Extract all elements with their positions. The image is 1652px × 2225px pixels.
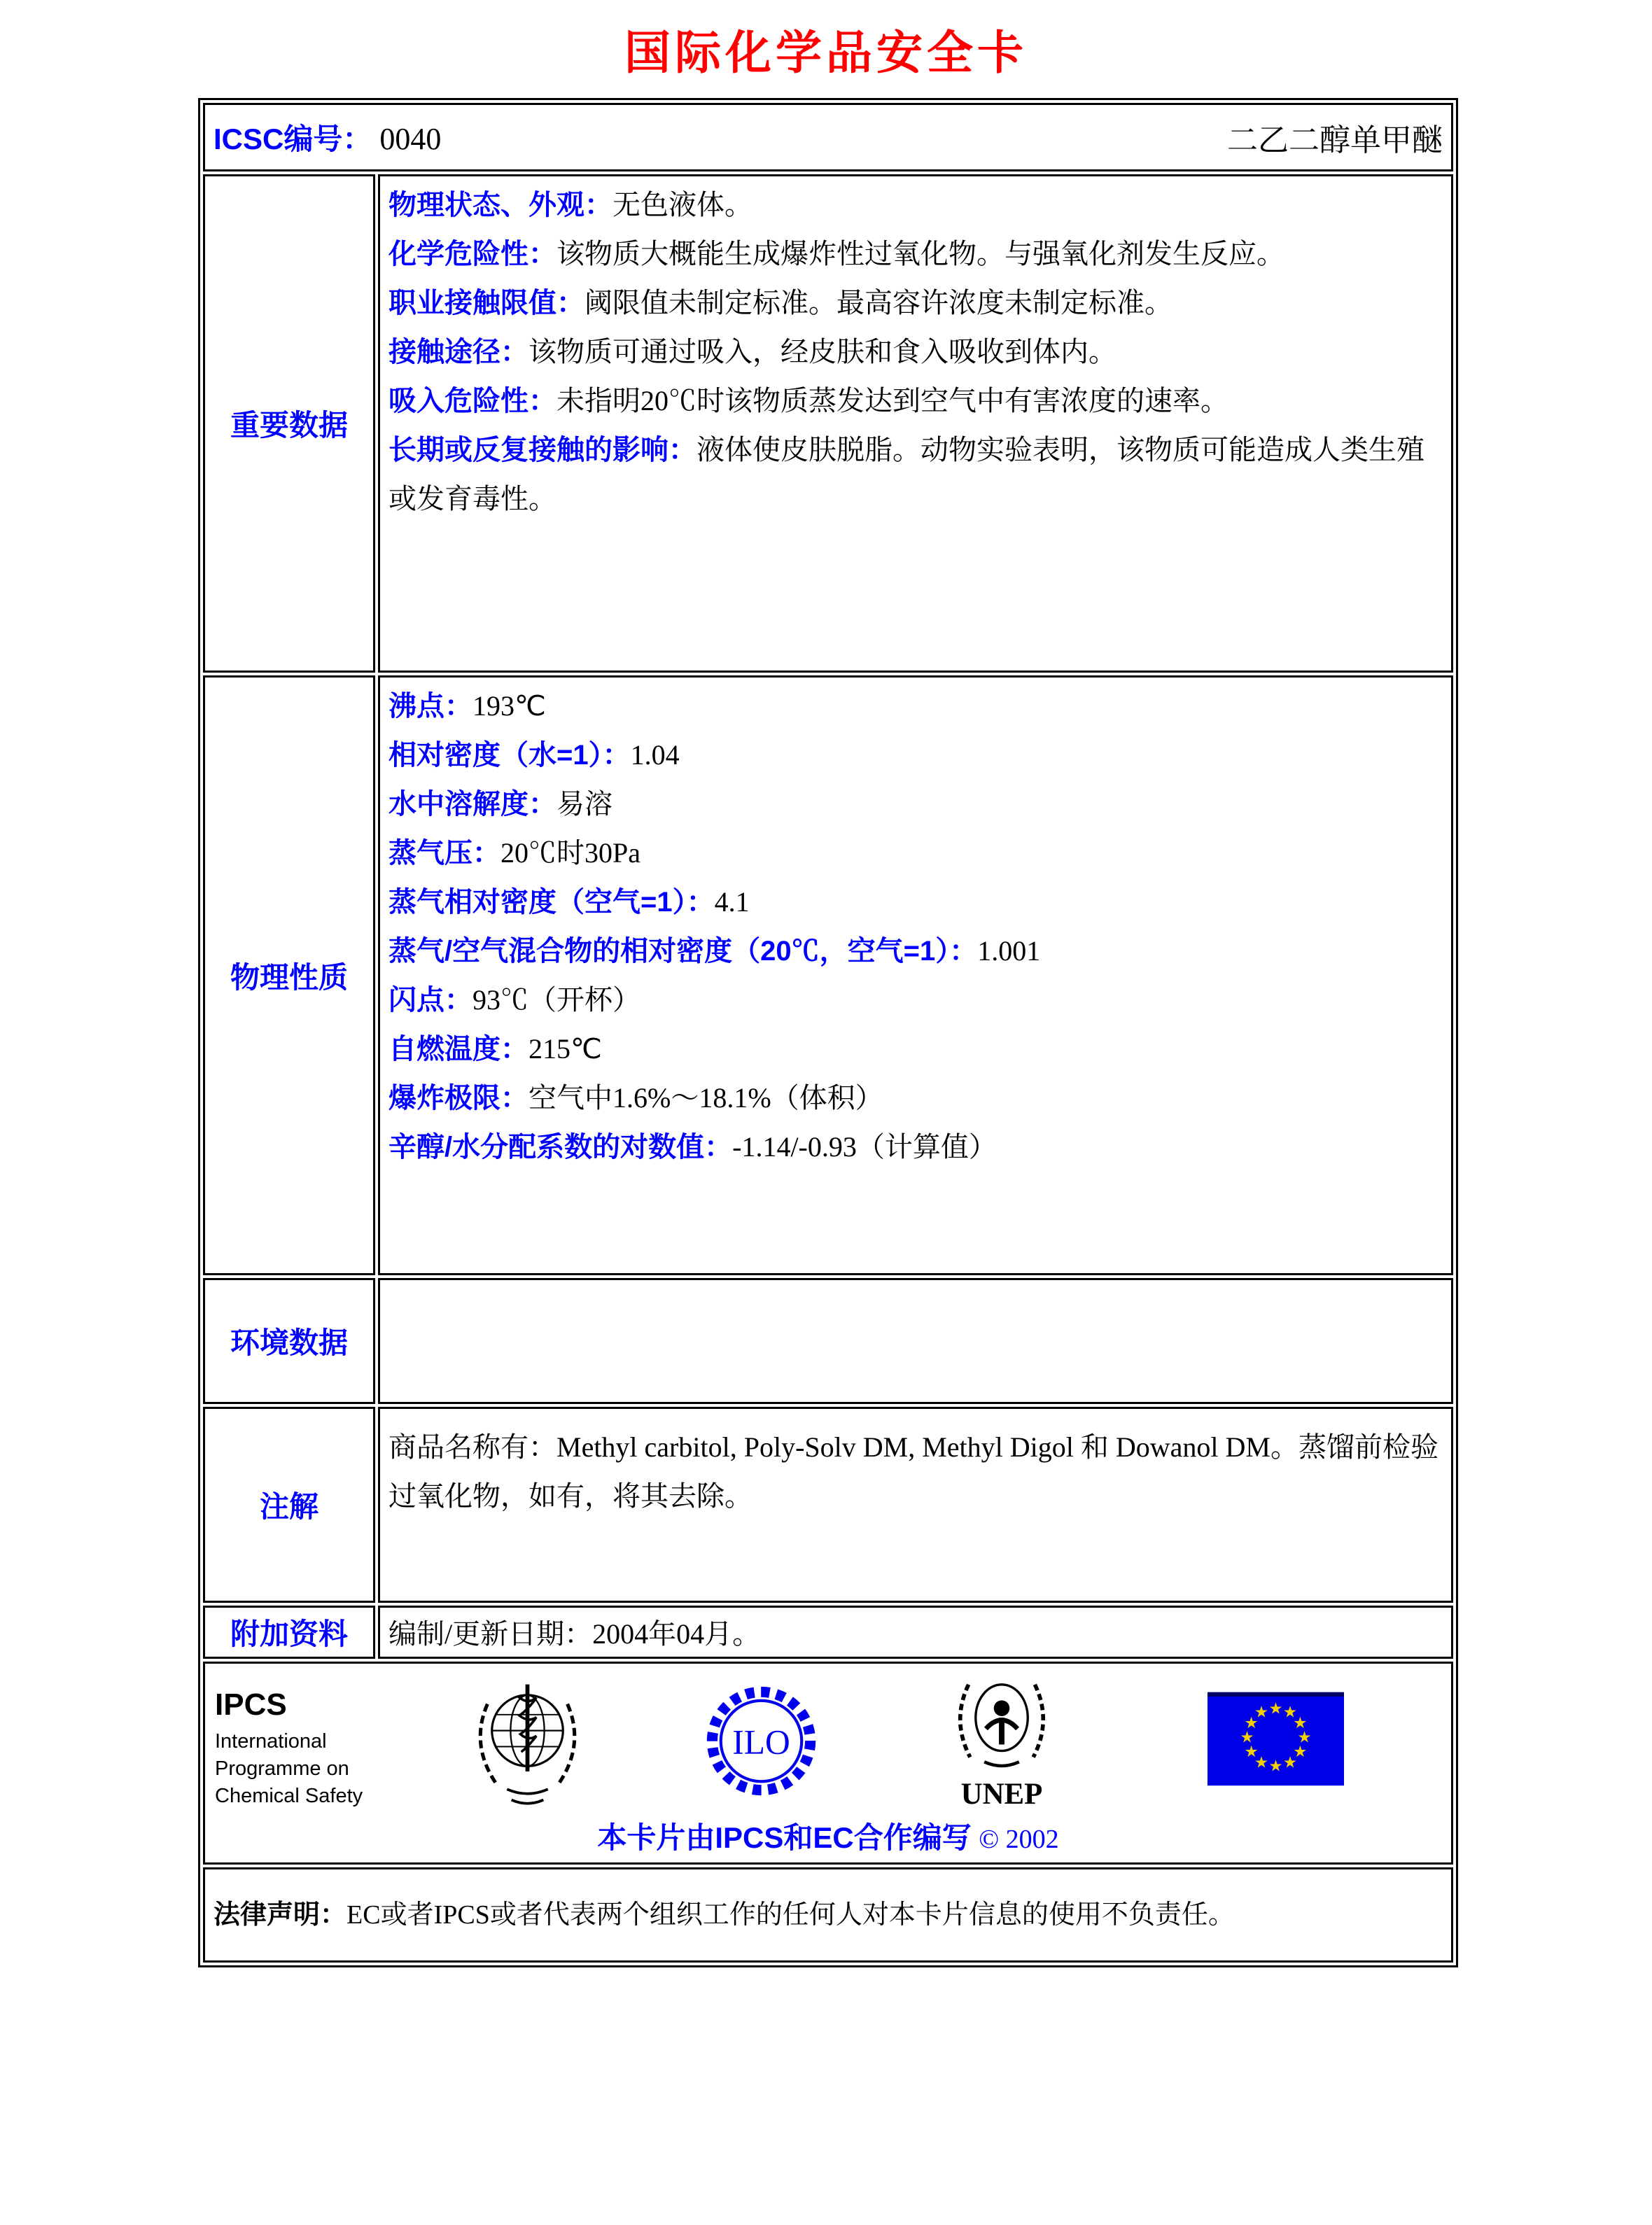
field-row [388, 377, 1443, 426]
svg-text:★: ★ [1268, 1757, 1283, 1776]
notes-content [378, 1407, 1453, 1603]
field-row [388, 426, 1443, 524]
field-label: 长期或反复接触的影响： [388, 435, 696, 465]
field-row [388, 731, 1443, 780]
field-label: 化学危险性： [388, 239, 556, 269]
field-row [388, 780, 1443, 829]
icsc-number [214, 116, 441, 158]
ilo-gear [712, 1692, 810, 1790]
field-label: 自燃温度： [388, 1034, 528, 1065]
field-label: 职业接触限值： [388, 288, 584, 318]
svg-text:★: ★ [1244, 1743, 1259, 1762]
field-row [388, 1025, 1443, 1074]
unep-logo-icon [946, 1673, 1058, 1827]
ipcs-title: IPCS [215, 1687, 287, 1722]
field-value: 无色液体。 [612, 189, 752, 220]
legal-cell [203, 1867, 1453, 1963]
section-label-notes: 注解 [203, 1407, 375, 1603]
svg-text:★: ★ [1244, 1714, 1259, 1733]
field-label: 蒸气/空气混合物的相对密度（20℃，空气=1）： [388, 936, 978, 967]
unep-caption: UNEP [960, 1778, 1043, 1811]
ilo-logo-icon [704, 1683, 819, 1799]
credit-line [205, 1815, 1451, 1857]
icsc-number-label: ICSC编号： [214, 122, 372, 155]
field-row [388, 829, 1443, 878]
svg-text:★: ★ [1282, 1703, 1298, 1722]
section-label-important-data: 重要数据 [203, 174, 375, 673]
svg-text:★: ★ [1293, 1743, 1308, 1762]
footer-row [203, 1662, 1453, 1865]
svg-text:★: ★ [1254, 1753, 1269, 1772]
field-label: 沸点： [388, 691, 472, 722]
environmental-data-content [378, 1278, 1453, 1404]
header-row [203, 103, 1453, 171]
field-label: 蒸气压： [388, 838, 500, 869]
field-label: 相对密度（水=1）： [388, 740, 631, 771]
important-data-row [203, 174, 1453, 673]
section-label-additional-info: 附加资料 [203, 1606, 375, 1659]
field-row [388, 1074, 1443, 1123]
field-label: 水中溶解度： [388, 789, 556, 820]
field-row [388, 181, 1443, 230]
ipcs-subtitle: International Programme on Chemical Safety [215, 1730, 363, 1807]
field-row [388, 279, 1443, 328]
page-title: 国际化学品安全卡 [624, 27, 1028, 78]
icsc-number-value: 0040 [379, 122, 442, 156]
legal-text: EC或者IPCS或者代表两个组织工作的任何人对本卡片信息的使用不负责任。 [346, 1900, 1235, 1930]
additional-info-row [203, 1606, 1453, 1659]
who-globe [480, 1685, 575, 1804]
field-value: -1.14/-0.93（计算值） [732, 1131, 997, 1163]
environmental-data-row [203, 1278, 1453, 1404]
unep-figure [986, 1700, 1017, 1744]
credit-text: 本卡片由IPCS和EC合作编写 [597, 1821, 972, 1854]
footer-cell [203, 1662, 1453, 1865]
legal-line [214, 1896, 1443, 1934]
field-label: 接触途径： [388, 337, 528, 367]
ipcs-block [215, 1687, 404, 1810]
field-value: 易溶 [556, 788, 612, 820]
header-flex [214, 115, 1443, 160]
safety-card-table [198, 98, 1458, 1967]
field-value: 液体使皮肤脱脂。动物实验表明，该物质可能造成人类生殖或发育毒性。 [388, 434, 1424, 514]
field-value: 20℃时30Pa [500, 837, 640, 869]
svg-text:★: ★ [1240, 1728, 1254, 1747]
physical-properties-row [203, 675, 1453, 1275]
additional-info-content [378, 1606, 1453, 1659]
legal-label: 法律声明： [214, 1900, 347, 1930]
field-label: 蒸气相对密度（空气=1）： [388, 887, 715, 918]
section-label-environmental-data: 环境数据 [203, 1278, 375, 1404]
field-row [388, 230, 1443, 279]
field-value: 193℃ [472, 690, 546, 722]
field-label: 爆炸极限： [388, 1083, 528, 1114]
eu-flag-icon [1208, 1692, 1344, 1786]
field-row [388, 927, 1443, 976]
notes-row [203, 1407, 1453, 1603]
physical-properties-content [378, 675, 1453, 1275]
field-value: 4.1 [714, 886, 750, 918]
field-value: 该物质大概能生成爆炸性过氧化物。与强氧化剂发生反应。 [556, 238, 1284, 269]
ilo-logo-svg [704, 1683, 819, 1799]
notes-text: 商品名称有：Methyl carbitol, Poly-Solv DM, Methyl Digol 和 Dowanol DM。蒸馏前检验过氧化物，如有，将其去除。 [388, 1431, 1438, 1512]
field-row [388, 1123, 1443, 1172]
field-value: 215℃ [528, 1033, 602, 1065]
field-row [388, 682, 1443, 731]
additional-info-text: 编制/更新日期：2004年04月。 [388, 1618, 761, 1650]
field-value: 1.04 [630, 739, 680, 771]
field-label: 辛醇/水分配系数的对数值： [388, 1132, 733, 1163]
important-data-content [378, 174, 1453, 673]
ilo-text: ILO [732, 1722, 790, 1762]
field-row [388, 878, 1443, 927]
field-value: 空气中1.6%～18.1%（体积） [528, 1082, 883, 1114]
svg-text:★: ★ [1297, 1728, 1312, 1747]
legal-row [203, 1867, 1453, 1963]
section-label-physical-properties: 物理性质 [203, 675, 375, 1275]
copyright-text: © 2002 [979, 1825, 1059, 1854]
header-cell [203, 103, 1453, 171]
svg-text:★: ★ [1282, 1753, 1298, 1772]
eu-flag-top-edge [1208, 1692, 1344, 1697]
who-logo-svg [470, 1675, 585, 1818]
eu-flag-svg [1208, 1692, 1344, 1786]
who-logo-icon [470, 1675, 585, 1818]
field-value: 未指明20℃时该物质蒸发达到空气中有害浓度的速率。 [556, 385, 1228, 416]
chemical-name: 二乙二醇单甲醚 [1227, 123, 1443, 157]
field-label: 吸入危险性： [388, 386, 556, 416]
svg-text:★: ★ [1293, 1714, 1308, 1733]
svg-text:★: ★ [1254, 1703, 1269, 1722]
field-value: 阈限值未制定标准。最高容许浓度未制定标准。 [584, 287, 1172, 318]
field-label: 闪点： [388, 985, 472, 1016]
field-value: 1.001 [977, 935, 1041, 967]
unep-logo-svg [946, 1673, 1058, 1827]
field-row [388, 328, 1443, 377]
field-value: 该物质可通过吸入，经皮肤和食入吸收到体内。 [528, 336, 1116, 367]
field-value: 93℃（开杯） [472, 984, 640, 1016]
svg-text:★: ★ [1268, 1699, 1283, 1718]
field-label: 物理状态、外观： [388, 190, 612, 220]
field-row [388, 976, 1443, 1025]
